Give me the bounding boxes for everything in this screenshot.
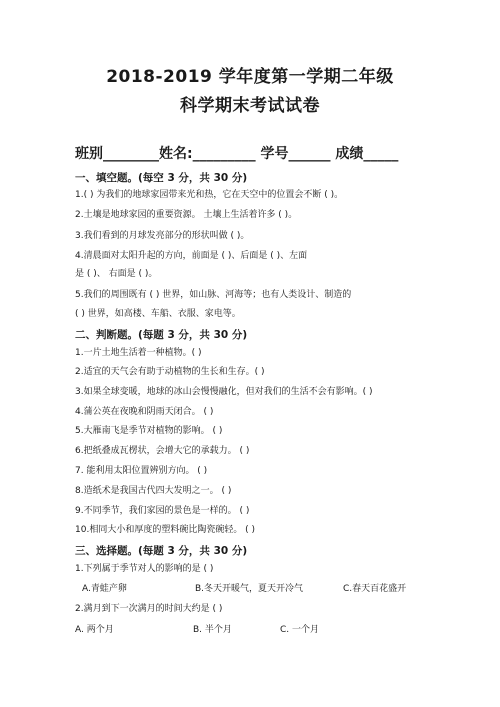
question-line: 8.造纸术是我国古代四大发明之一。 ( )	[75, 486, 232, 496]
question-line: ( ) 世界，如高楼、车船、衣服、家电等。	[75, 309, 241, 319]
question-line: 10.相同大小和厚度的塑料碗比陶瓷碗轻。 ( )	[75, 525, 256, 535]
question-line: 3.如果全球变暖，地球的冰山会慢慢融化，但对我们的生活不会有影响。( )	[75, 387, 373, 397]
exam-title-line1: 2018-2019 学年度第一学期二年级	[106, 67, 394, 87]
question-line: 1.一片土地生活着一种植物。( )	[75, 348, 202, 358]
option-b: B. 半个月	[193, 625, 232, 635]
question-line: 1.( ) 为我们的地球家园带来光和热，它在天空中的位置会不断 ( )。	[75, 190, 344, 200]
question-line: 5.我们的周围既有 ( ) 世界，如山脉、河海等；也有人类设计、制造的	[75, 290, 352, 300]
question-line: 6.把纸叠成瓦楞状，会增大它的承载力。 ( )	[75, 446, 250, 456]
option-c: C.春天百花盛开	[343, 584, 407, 594]
question-line: 是 ( )、 右面是 ( )。	[75, 269, 158, 279]
option-c: C. 一个月	[280, 625, 320, 635]
exam-title-line2: 科学期末考试试卷	[180, 96, 320, 116]
question-line: 1.下列属于季节对人的影响的是 ( )	[75, 564, 214, 574]
section-true-false-heading: 二、判断题。(每题 3 分，共 30 分)	[75, 329, 248, 341]
question-line: 4.清晨面对太阳升起的方向，前面是 ( )、后面是 ( )、左面	[75, 251, 308, 261]
section-choice-heading: 三、选择题。(每题 3 分，共 30 分)	[75, 545, 248, 557]
option-a: A. 两个月	[75, 625, 114, 635]
question-line: 2.满月到下一次满月的时间大约是 ( )	[75, 604, 223, 614]
option-a: A.青蛙产卵	[82, 584, 127, 594]
student-info-line: 班别________姓名:_________ 学号______ 成绩_____	[75, 146, 399, 162]
question-line: 2.土壤是地球家园的重要资源。 土壤上生活着许多 ( )。	[75, 210, 298, 220]
question-line: 9.不同季节，我们家园的景色是一样的。 ( )	[75, 506, 250, 516]
section-fill-blank-heading: 一、填空题。(每空 3 分，共 30 分)	[75, 172, 248, 184]
question-line: 2.适宜的天气会有助于动植物的生长和生存。( )	[75, 367, 265, 377]
option-b: B.冬天开暖气，夏天开冷气	[195, 584, 304, 594]
question-line: 4.蒲公英在夜晚和阴雨天闭合。 ( )	[75, 407, 214, 417]
question-line: 7. 能利用太阳位置辨别方向。 ( )	[75, 466, 208, 476]
question-line: 3.我们看到的月球发亮部分的形状叫做 ( )。	[75, 231, 250, 241]
question-line: 5.大雁南飞是季节对植物的影响。 ( )	[75, 426, 223, 436]
